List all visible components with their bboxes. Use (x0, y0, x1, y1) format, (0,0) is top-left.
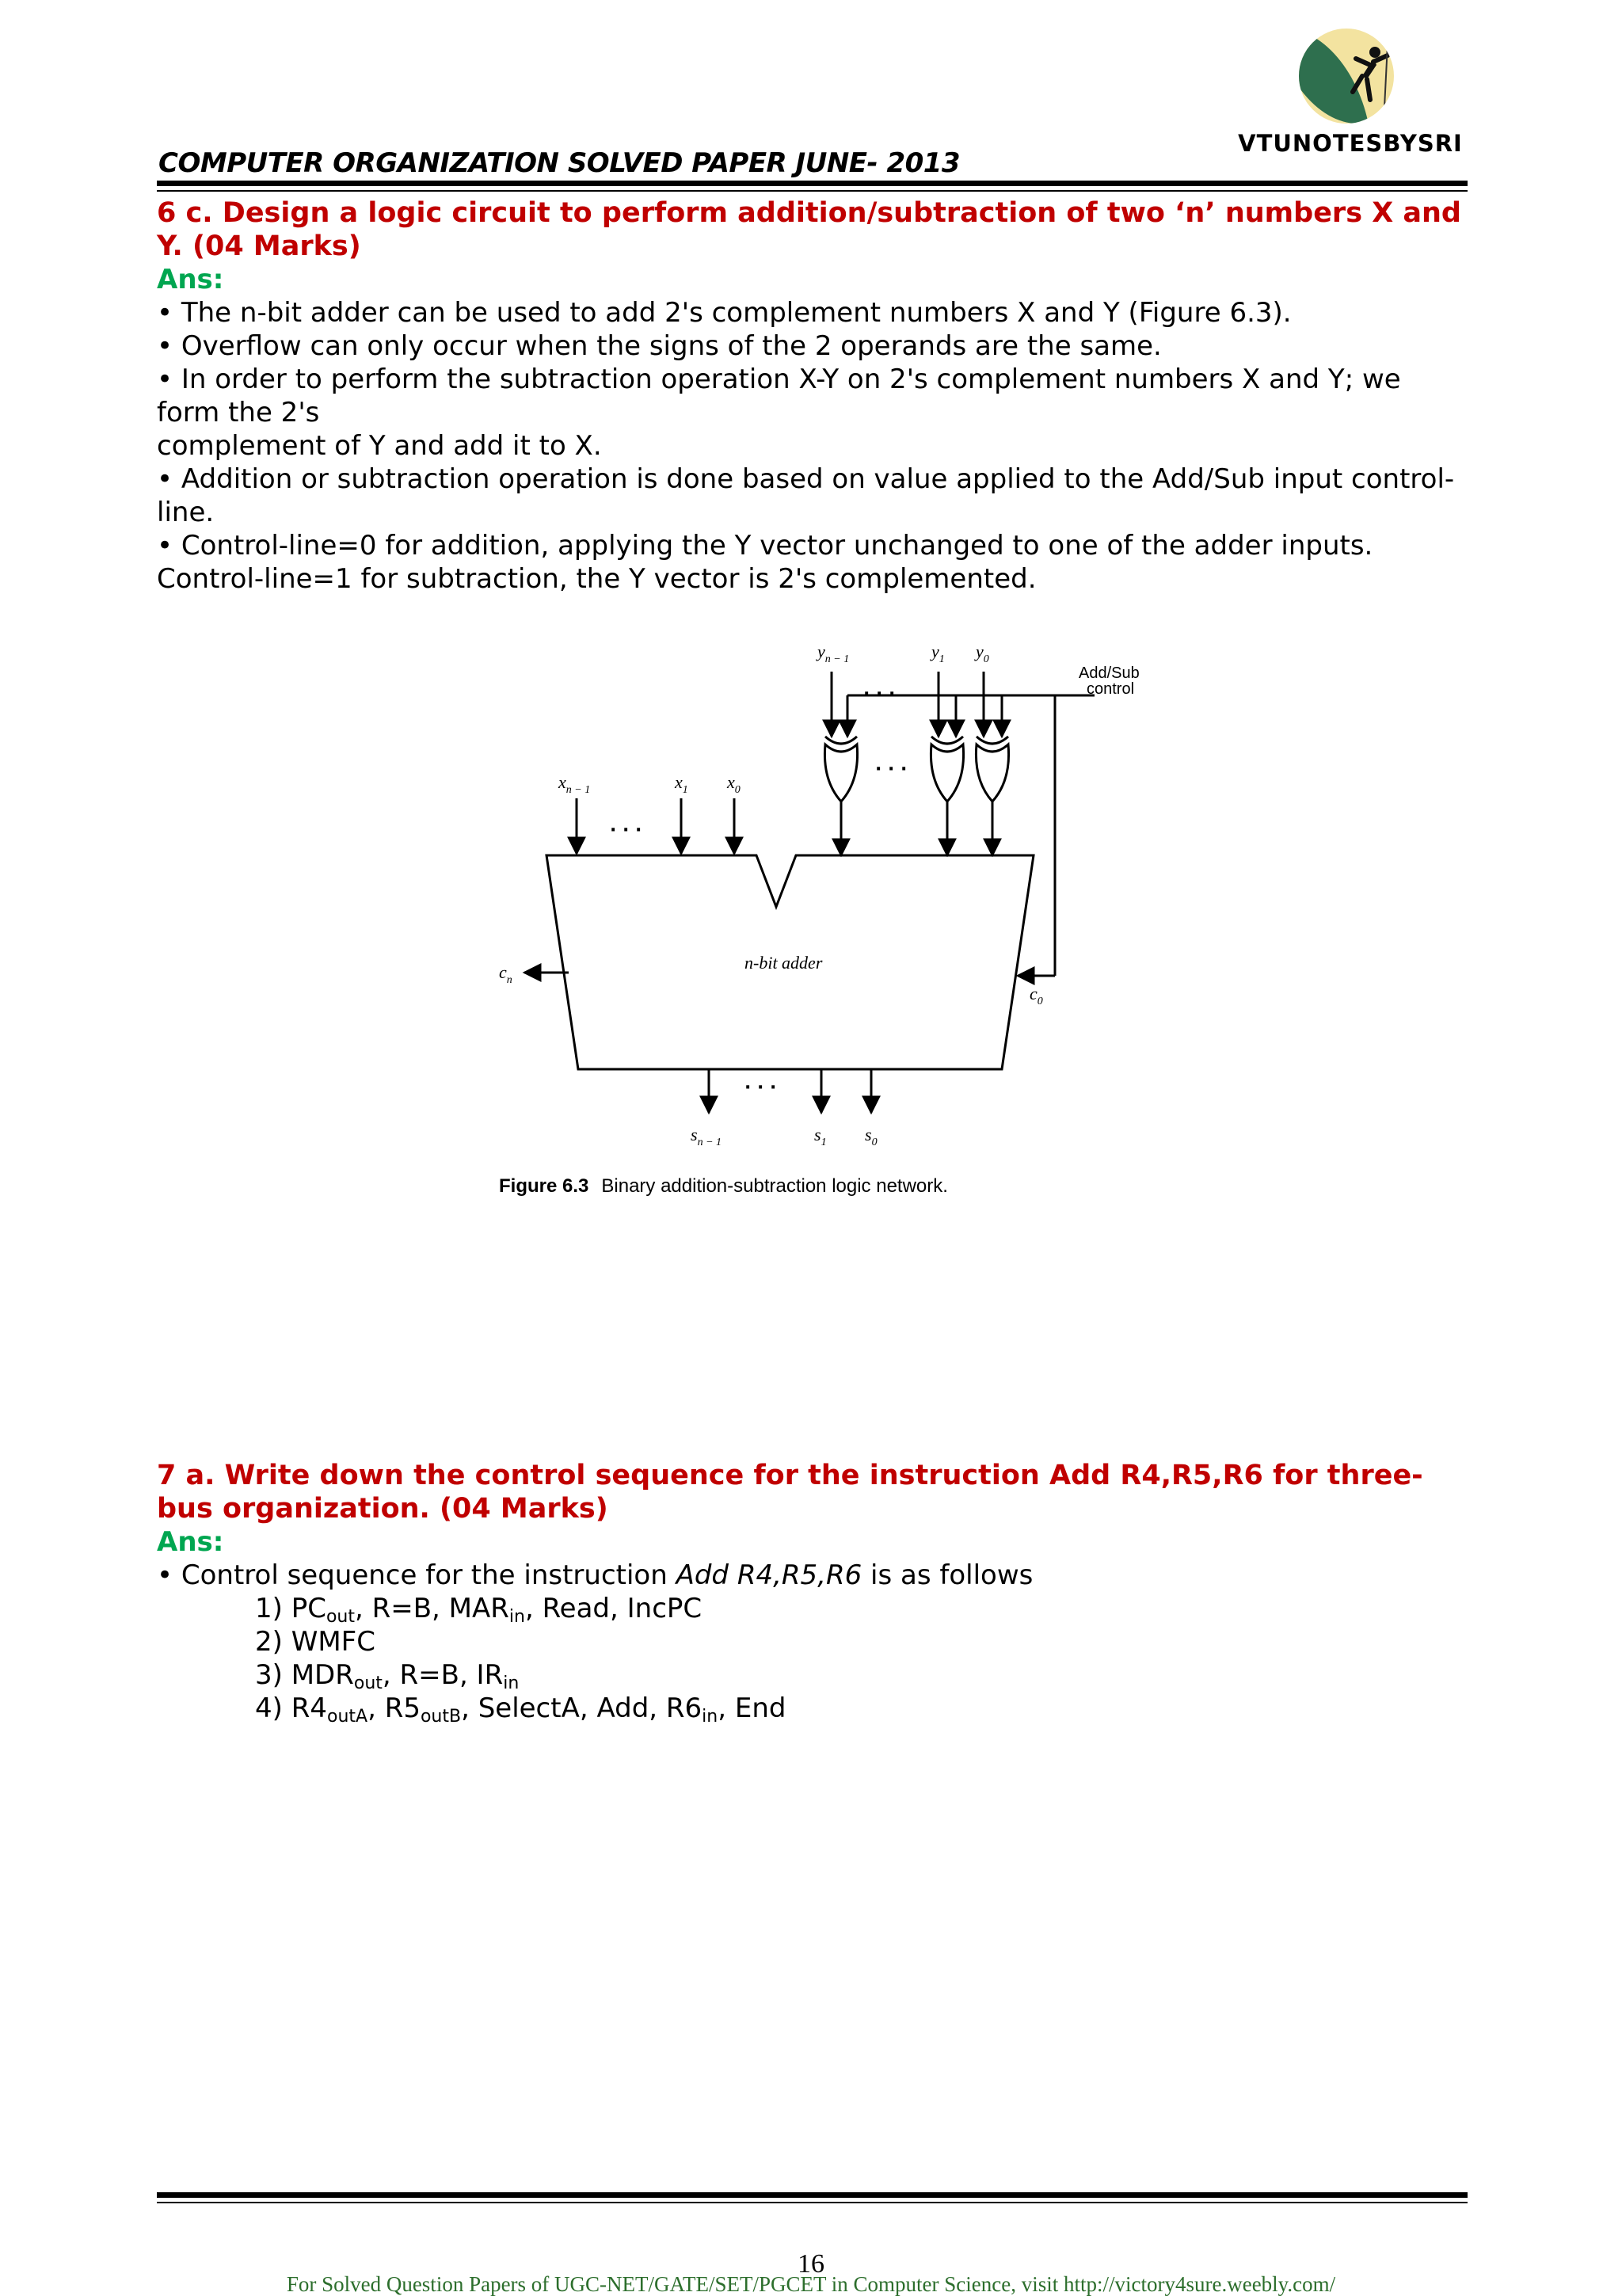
label-s0: $s_0$ (865, 1125, 878, 1148)
logo-text: VTUNOTESBYSRI (1238, 130, 1463, 157)
label-x1: $x_1$ (675, 772, 688, 796)
footer-rule-thick (157, 2192, 1468, 2198)
answer-line: • Addition or subtraction operation is done based on value applied to the Add/Sub input control-line. (157, 463, 1455, 528)
footer-link-text[interactable]: For Solved Question Papers of UGC-NET/GATE/SET/PGCET in Computer Science, visit http://victory4sure.weebly.com/ (286, 2272, 1336, 2296)
label-y1: $y_1$ (931, 642, 945, 665)
header-title: COMPUTER ORGANIZATION SOLVED PAPER JUNE- 2013 (158, 147, 961, 179)
xor-gate (976, 737, 1008, 802)
figure-caption (499, 1175, 948, 1197)
question-6c: 6 c. Design a logic circuit to perform addition/subtraction of two ‘n’ numbers X and Y. (04 Marks) (157, 197, 1461, 262)
answer-line: • The n-bit adder can be used to add 2's complement numbers X and Y (Figure 6.3). (157, 297, 1292, 329)
control-step: 1) $PC_{out}$, R=B, $MAR_{in}$, Read, IncPC (255, 1593, 702, 1627)
answer-line: • In order to perform the subtraction operation X-Y on 2's complement numbers X and Y; we form the 2's (157, 364, 1401, 428)
header-rule-thin (157, 190, 1468, 192)
figure-number: Figure 6.3 (499, 1175, 589, 1197)
label-s-n-1: $s_{n - 1}$ (691, 1125, 722, 1148)
question-7a: 7 a. Write down the control sequence for the instruction Add R4,R5,R6 for three- bus organization. (04 Marks) (157, 1460, 1423, 1525)
climber-icon (1338, 44, 1394, 108)
answer-line: • Control-line=0 for addition, applying the Y vector unchanged to one of the adder inputs. (157, 530, 1373, 562)
label-c0: $c_0$ (1030, 984, 1043, 1007)
header-rule-thick (157, 181, 1468, 186)
answer-line: • Overflow can only occur when the signs of the 2 operands are the same. (157, 330, 1162, 362)
label-addsub: Add/Sub (1079, 664, 1140, 682)
control-step: 3) $MDR_{out}$, R=B, $IR_{in}$ (255, 1659, 520, 1693)
control-step: 4) $R4_{outA}$, $R5_{outB}$, SelectA, Add, $R6_{in}$, End (255, 1692, 786, 1727)
answer-line: Control-line=1 for subtraction, the Y vector is 2's complemented. (157, 563, 1037, 595)
figure-caption-text: Binary addition-subtraction logic network. (601, 1175, 948, 1197)
ellipsis: · · · (875, 760, 908, 779)
answer-line: complement of Y and add it to X. (157, 430, 602, 462)
label-y0: $y_0$ (976, 642, 989, 665)
xor-gate (931, 737, 963, 802)
xor-gate (824, 737, 857, 802)
label-x-n-1: $x_{n - 1}$ (558, 772, 591, 796)
ellipsis: · · · (610, 821, 642, 840)
label-cn: $c_n$ (499, 962, 512, 986)
answer-label-6c: Ans: (157, 264, 224, 295)
answer-intro: • Control sequence for the instruction Add R4,R5,R6 is as follows (157, 1559, 1034, 1591)
answer-label-7a: Ans: (157, 1526, 224, 1558)
adder-subtractor-diagram (483, 618, 1196, 1212)
control-sequence-list (157, 1592, 1472, 1725)
label-x0: $x_0$ (727, 772, 741, 796)
adder-label: n-bit adder (744, 953, 823, 973)
page-number: 16 (798, 2249, 824, 2279)
footer-rule-thin (157, 2202, 1468, 2203)
control-step: 2) WMFC (255, 1626, 375, 1658)
logo-emblem (1299, 29, 1394, 124)
site-logo (1220, 29, 1481, 163)
label-control: control (1087, 680, 1135, 698)
label-s1: $s_1$ (814, 1125, 827, 1148)
ellipsis: · · · (863, 684, 896, 704)
label-y-n-1: $y_{n - 1}$ (817, 642, 850, 665)
ellipsis: · · · (744, 1078, 777, 1098)
